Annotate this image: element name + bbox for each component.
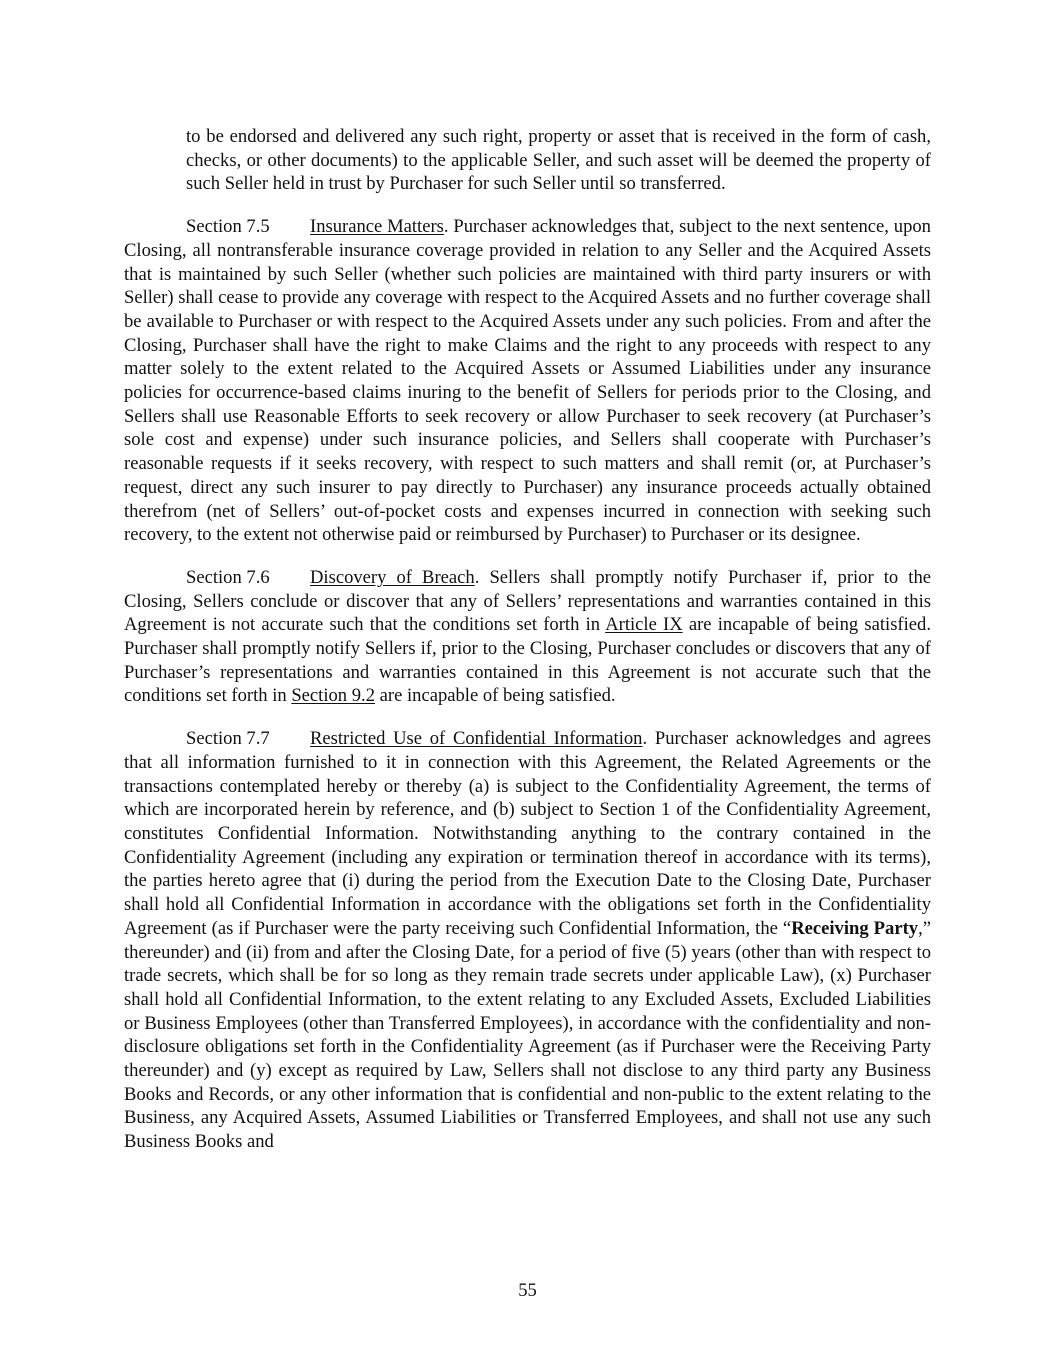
section-7-5-title-punct: .: [443, 216, 449, 238]
section-7-7-title-punct: .: [642, 728, 648, 750]
section-7-6-body-part-1: Sellers shall promptly notify Purchaser if, prior to the Closing, Sellers conclude or discover that any of Sellers’ representations and warranties contained in this Agreement is not accurate such that the conditions set forth in: [124, 566, 931, 636]
page-number: 55: [518, 1280, 537, 1301]
section-7-6-number: Section 7.6: [186, 566, 270, 588]
section-7-7-body-part-2: ,” thereunder) and (ii) from and after the Closing Date, for a period of five (5) years (other than with respect to trade secrets, which shall be for so long as they remain trade secrets under applicable Law), (x) Purchaser shall hold all Confidential Information, to the extent relating to any Excluded Assets, Excluded Liabilities or Business Employees (other than Transferred Employees), in accordance with the confidentiality and non-disclosure obligations set forth in the Confidentiality Agreement (as if Purchaser were the Receiving Party thereunder) and (y) except as required by Law, Sellers shall not disclose to any third party any Business Books and Records, or any other information that is confidential and non-public to the extent relating to the Business, any Acquired Assets, Assumed Liabilities or Transferred Employees, and shall not use any such Business Books and: [124, 917, 931, 1153]
section-9-2-reference: Section 9.2: [291, 685, 375, 707]
section-7-6-body-part-2: are incapable of being satisfied. Purchaser shall promptly notify Sellers if, prior to the Closing, Purchaser concludes or discovers that any of Purchaser’s representations and warranties contained in this Agreement is not accurate such that the conditions set forth in: [124, 614, 931, 707]
section-7-7-title: Restricted Use of Confidential Information: [310, 728, 643, 750]
section-7-6-paragraph: [124, 566, 931, 708]
receiving-party-defined-term: Receiving Party: [791, 917, 919, 939]
article-ix-reference: Article IX: [605, 614, 683, 636]
section-7-7-number: Section 7.7: [186, 728, 270, 750]
continuation-text: to be endorsed and delivered any such right, property or asset that is received in the form of cash, checks, or other documents) to the applicable Seller, and such asset will be deemed the property of such Seller held in trust by Purchaser for such Seller until so transferred.: [186, 126, 931, 195]
document-page: [124, 125, 931, 1173]
section-7-7-body-part-1: Purchaser acknowledges and agrees that all information furnished to it in connection with this Agreement, the Related Agreements or the transactions contemplated hereby or thereby (a) is subject to the Confidentiality Agreement, the terms of which are incorporated herein by reference, and (b) subject to Section 1 of the Confidentiality Agreement, constitutes Confidential Information. Notwithstanding anything to the contrary contained in the Confidentiality Agreement (including any expiration or termination thereof in accordance with its terms), the parties hereto agree that (i) during the period from the Execution Date to the Closing Date, Purchaser shall hold all Confidential Information in accordance with the obligations set forth in the Confidentiality Agreement (as if Purchaser were the party receiving such Confidential Information, the “: [124, 728, 931, 939]
section-7-5-number: Section 7.5: [186, 216, 270, 238]
section-7-6-title: Discovery of Breach: [310, 566, 475, 588]
section-7-5-paragraph: [124, 215, 931, 547]
section-7-7-paragraph: [124, 727, 931, 1154]
continuation-paragraph: [124, 125, 931, 196]
section-7-6-title-punct: .: [474, 566, 480, 588]
section-7-5-title: Insurance Matters: [310, 216, 444, 238]
section-7-5-body: Purchaser acknowledges that, subject to the next sentence, upon Closing, all nontransferable insurance coverage provided in relation to any Seller and the Acquired Assets that is maintained by such Seller (whether such policies are maintained with third party insurers or with Seller) shall cease to provide any coverage with respect to the Acquired Assets and no further coverage shall be available to Purchaser or with respect to the Acquired Assets under any such policies. From and after the Closing, Purchaser shall have the right to make Claims and the right to any proceeds with respect to any matter solely to the extent related to the Acquired Assets or Assumed Liabilities under any insurance policies for occurrence-based claims inuring to the benefit of Sellers for periods prior to the Closing, and Sellers shall use Reasonable Efforts to seek recovery or allow Purchaser to seek recovery (at Purchaser’s sole cost and expense) under such insurance policies, and Sellers shall cooperate with Purchaser’s reasonable requests if it seeks recovery, with respect to such matters and shall remit (or, at Purchaser’s request, direct any such insurer to pay directly to Purchaser) any insurance proceeds actually obtained therefrom (net of Sellers’ out-of-pocket costs and expenses incurred in connection with seeking such recovery, to the extent not otherwise paid or reimbursed by Purchaser) to Purchaser or its designee.: [124, 216, 931, 546]
section-7-6-body-part-3: are incapable of being satisfied.: [375, 685, 616, 707]
